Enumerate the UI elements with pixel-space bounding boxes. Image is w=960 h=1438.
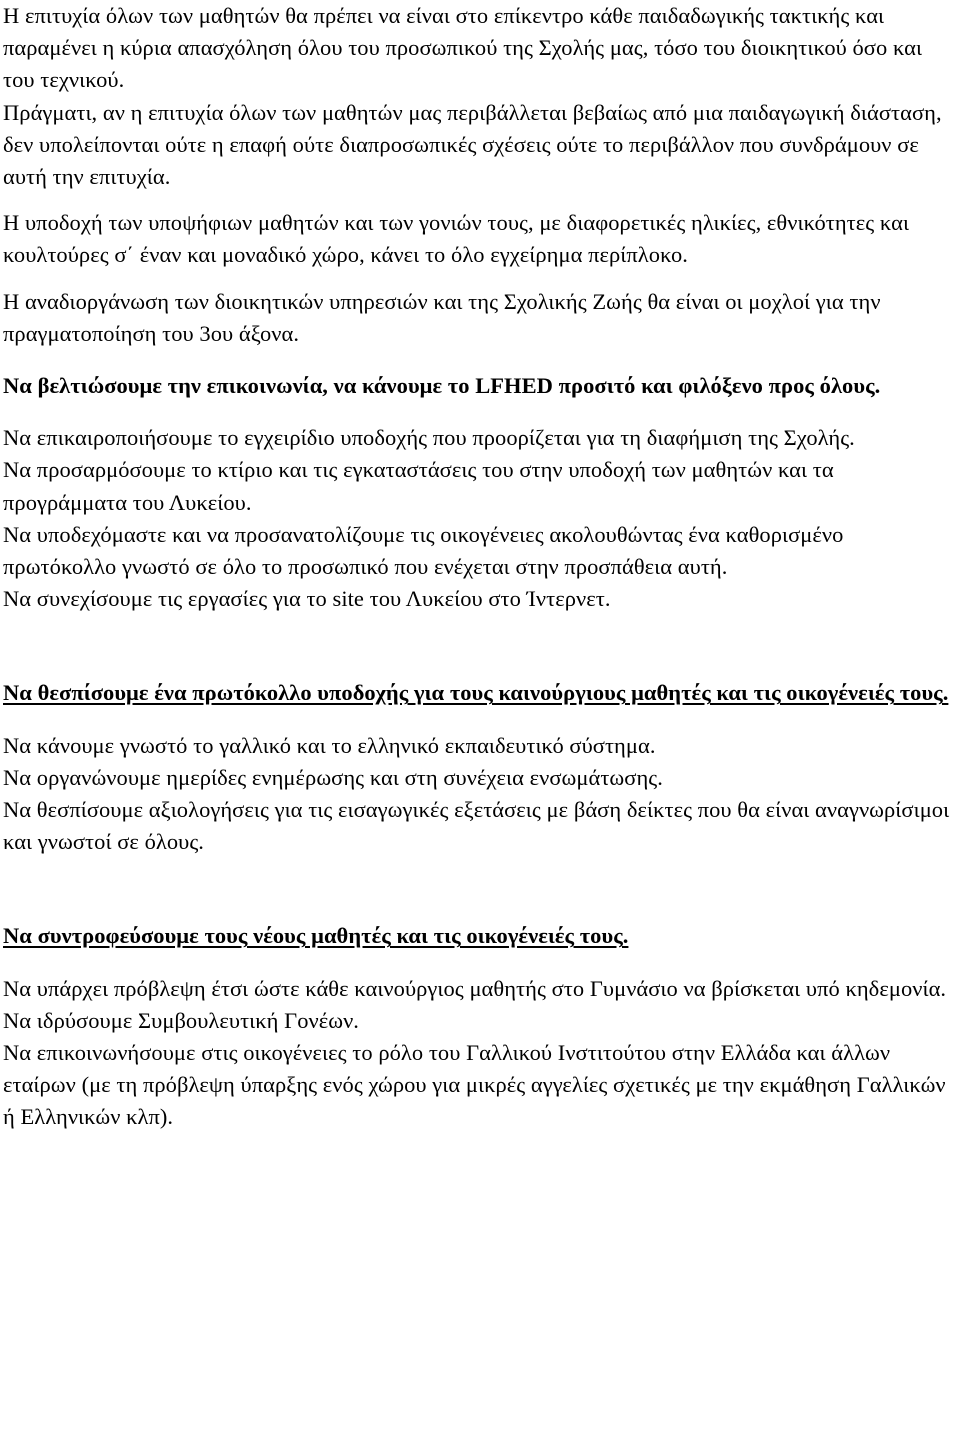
section1-item-1: Να επικαιροποιήσουμε το εγχειρίδιο υποδοχής που προορίζεται για τη διαφήμιση της Σχολής. — [3, 425, 855, 451]
section2-item-3: Να θεσπίσουμε αξιολογήσεις για τις εισαγωγικές εξετάσεις με βάση δείκτες που θα είναι αναγνωρίσιμοι και γνωστοί σε όλους. — [3, 797, 950, 855]
section2-item-1: Να κάνουμε γνωστό το γαλλικό και το ελληνικό εκπαιδευτικό σύστημα. — [3, 732, 656, 758]
section3-item-3: Να επικοινωνήσουμε στις οικογένειες το ρόλο του Γαλλικού Ινστιτούτου στην Ελλάδα και άλλων εταίρων (με τη πρόβλεψη ύπαρξης ενός χώρου για μικρές αγγελίες σχετικές με την εκμάθηση Γαλλικών ή Ελληνικών κλπ). — [3, 1040, 946, 1130]
section-heading-accompany: Να συντροφεύσουμε τους νέους μαθητές και τις οικογένειές τους. — [3, 923, 629, 949]
section1-item-3: Να υποδεχόμαστε και να προσανατολίζουμε τις οικογένειες ακολουθώντας ένα καθορισμένο πρωτόκολλο γνωστό σε όλο το προσωπικό που ενέχεται στην προσπάθεια αυτή. — [3, 521, 844, 580]
intro-paragraph-4: Η αναδιοργάνωση των διοικητικών υπηρεσιών και της Σχολικής Ζωής θα είναι οι μοχλοί για την πραγματοποίηση του 3ου άξονα. — [3, 288, 881, 346]
intro-paragraph-1: Η επιτυχία όλων των μαθητών θα πρέπει να είναι στο επίκεντρο κάθε παιδαδωγικής τακτικής και παραμένει η κύρια απασχόληση όλου του προσωπικού της Σχολής μας, τόσο του διοικητικού όσο και του τεχνικού. — [3, 3, 923, 93]
intro-paragraph-2: Πράγματι, αν η επιτυχία όλων των μαθητών μας περιβάλλεται βεβαίως από μια παιδαγωγική διάσταση, δεν υπολείπονται ούτε η επαφή ούτε διαπροσωπικές σχέσεις ούτε το περιβάλλον που συνδράμουν σε αυτή την επιτυχία. — [3, 99, 942, 190]
document-body — [3, 0, 957, 1134]
section1-item-4: Να συνεχίσουμε τις εργασίες για το site του Λυκείου στο Ίντερνετ. — [3, 586, 611, 612]
section2-item-2: Να οργανώνουμε ημερίδες ενημέρωσης και στη συνέχεια ενσωμάτωσης. — [3, 764, 663, 790]
intro-paragraph-3: Η υποδοχή των υποψήφιων μαθητών και των γονιών τους, με διαφορετικές ηλικίες, εθνικότητες και κουλτούρες σ΄ έναν και μοναδικό χώρο, κάνει το όλο εγχείρημα περίπλοκο. — [3, 210, 910, 268]
section3-item-2: Να ιδρύσουμε Συμβουλευτική Γονέων. — [3, 1007, 359, 1033]
section-heading-communication: Να βελτιώσουμε την επικοινωνία, να κάνουμε το LFHED προσιτό και φιλόξενο προς όλους. — [3, 373, 881, 399]
section3-item-1: Να υπάρχει πρόβλεψη έτσι ώστε κάθε καινούργιος μαθητής στο Γυμνάσιο να βρίσκεται υπό κηδεμονία. — [3, 975, 947, 1001]
section-heading-welcome-protocol: Να θεσπίσουμε ένα πρωτόκολλο υποδοχής για τους καινούργιους μαθητές και τις οικογένειές τους. — [3, 680, 949, 706]
section1-item-2: Να προσαρμόσουμε το κτίριο και τις εγκαταστάσεις του στην υποδοχή των μαθητών και τα προγράμματα του Λυκείου. — [3, 457, 834, 515]
